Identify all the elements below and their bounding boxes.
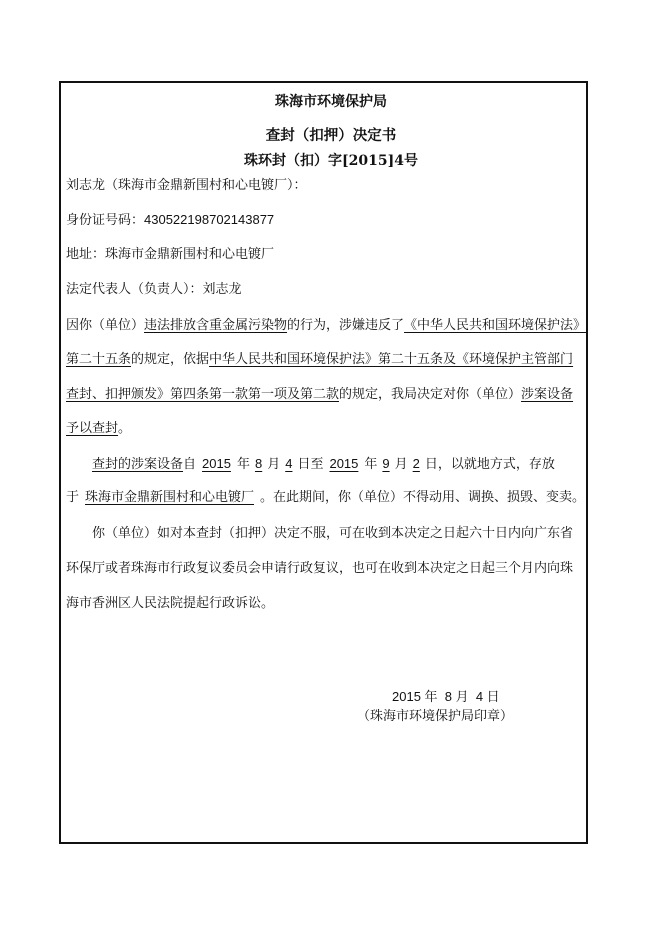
p2-text: 年 xyxy=(236,457,250,472)
p1-line1 xyxy=(66,318,586,334)
violation-fill: 违法排放含重金属污染物 xyxy=(144,318,288,333)
start-year-fill: 2015 xyxy=(202,456,231,471)
basis-fill: 中华人民共和国环境保护法》第二十五条及《环境保护主管部门 xyxy=(209,352,574,367)
p2-text: 月 xyxy=(394,457,408,472)
seal-note: （珠海市环境保护局印章） xyxy=(357,709,514,724)
p1-line4 xyxy=(66,421,131,437)
p1-text: 因你（单位） xyxy=(66,318,145,333)
basis-fill: 查封、扣押颁发》第四条第一款第一项及第二款 xyxy=(66,387,340,402)
start-month-fill: 8 xyxy=(254,456,263,471)
p1-text: 的规定，我局决定对你（单位） xyxy=(339,387,522,402)
p3-line3: 海市香洲区人民法院提起行政诉讼。 xyxy=(66,596,275,611)
p1-line3 xyxy=(66,387,573,403)
p2-text: 月 xyxy=(267,457,281,472)
p2-line1 xyxy=(92,456,555,473)
id-value: 430522198702143877 xyxy=(144,212,275,227)
article-fill: 第二十五条 xyxy=(66,352,132,367)
end-day-fill: 2 xyxy=(412,456,420,471)
measure-fill: 予以查封 xyxy=(66,421,119,436)
seized-items-fill: 查封的涉案设备 xyxy=(92,457,184,472)
p2-text: 年 xyxy=(364,457,378,472)
p2-text: 自 xyxy=(183,457,197,472)
p1-text: 的规定，依据 xyxy=(131,352,210,367)
equipment-fill: 涉案设备 xyxy=(521,387,574,402)
p2-text: 于 xyxy=(66,490,80,505)
document-title: 查封（扣押）决定书 xyxy=(265,127,397,144)
p1-line2 xyxy=(66,352,573,368)
id-label: 身份证号码： xyxy=(66,213,145,228)
p3-line2: 环保厅或者珠海市行政复议委员会申请行政复议，也可在收到本决定之日起三个月内向珠 xyxy=(66,561,574,576)
end-year-fill: 2015 xyxy=(329,456,359,471)
document-number: 珠环封（扣）字[2015]4号 xyxy=(244,153,418,169)
p1-text: 。 xyxy=(118,421,132,436)
issue-date: 2015 年 8 月 4 日 xyxy=(392,689,500,704)
start-day-fill: 4 xyxy=(285,456,293,471)
law-fill: 《中华人民共和国环境保护法》 xyxy=(404,318,587,333)
agency-title: 珠海市环境保护局 xyxy=(275,94,387,110)
legal-rep-line: 法定代表人（负责人）：刘志龙 xyxy=(66,282,242,297)
end-month-fill: 9 xyxy=(382,456,390,471)
p2-line2 xyxy=(66,490,585,506)
p3-line1: 你（单位）如对本查封（扣押）决定不服，可在收到本决定之日起六十日内向广东省 xyxy=(92,526,574,541)
id-number-line xyxy=(66,212,274,229)
p2-text: 。在此期间，你（单位）不得动用、调换、损毁、变卖。 xyxy=(260,490,586,505)
party-name-line: 刘志龙（珠海市金鼎新围村和心电镀厂）： xyxy=(66,178,307,193)
p1-text: 的行为，涉嫌违反了 xyxy=(287,318,405,333)
storage-place-fill: 珠海市金鼎新围村和心电镀厂 xyxy=(85,490,255,505)
address-line: 地址：珠海市金鼎新围村和心电镀厂 xyxy=(66,247,275,262)
p2-text: 日，以就地方式，存放 xyxy=(424,457,555,472)
p2-text: 日至 xyxy=(297,457,324,472)
